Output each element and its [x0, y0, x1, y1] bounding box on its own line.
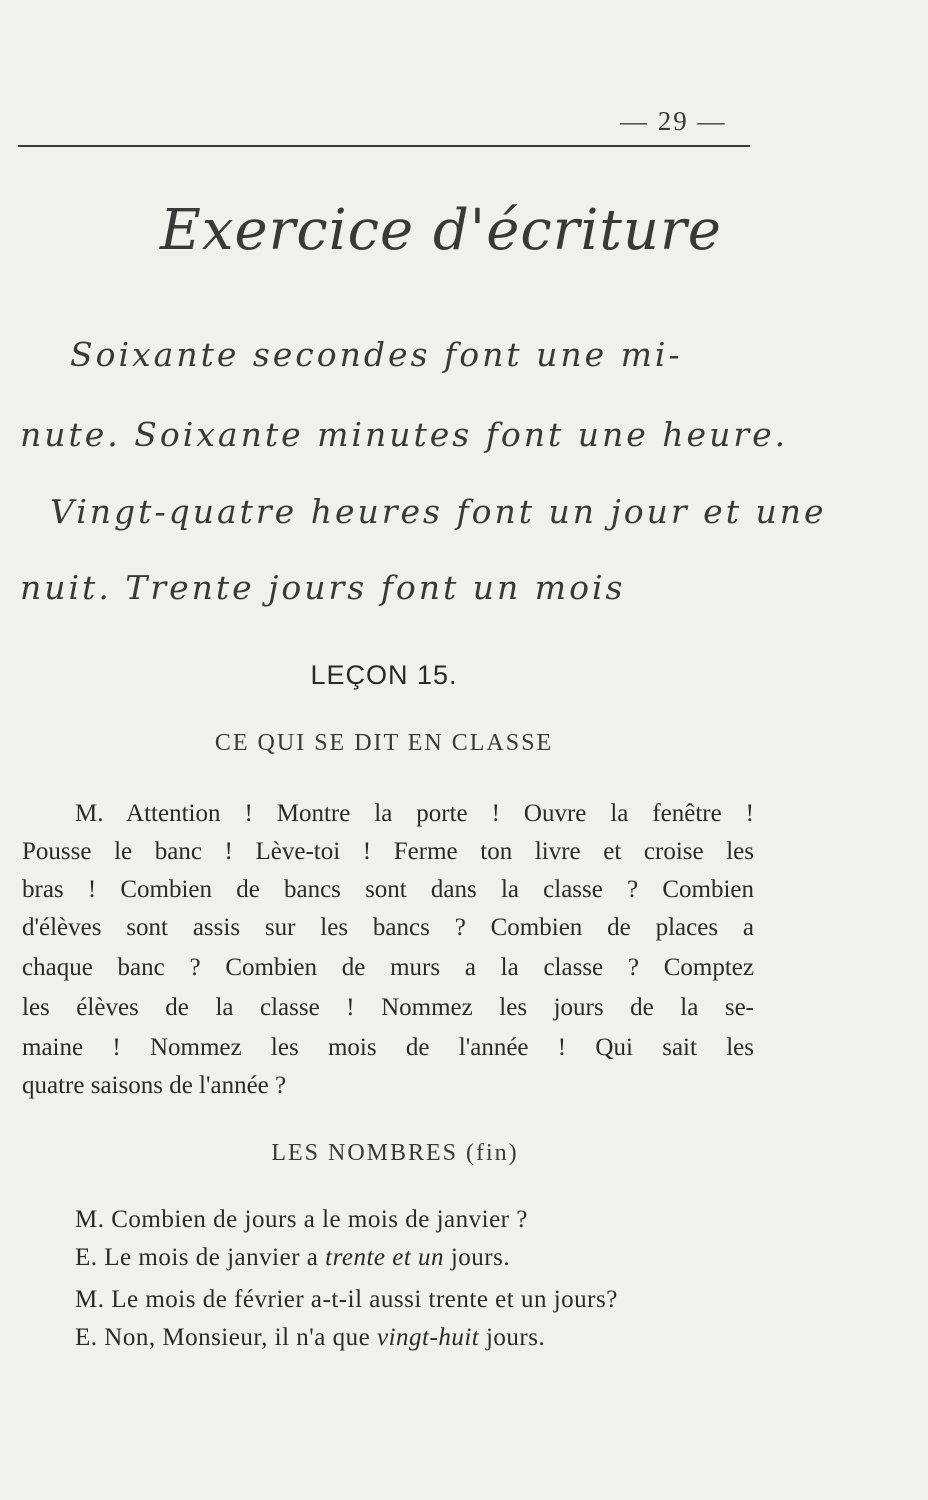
paragraph-line: maine ! Nommez les mois de l'année ! Qui sait les [22, 1034, 754, 1061]
paragraph-line: chaque banc ? Combien de murs a la classe ? Comptez [22, 954, 754, 981]
paragraph-line: quatre saisons de l'année ? [22, 1072, 287, 1099]
dialogue-text: Le mois de février a-t-il aussi trente et un jours? [111, 1286, 618, 1313]
page-number: — 29 — [620, 106, 727, 136]
section-heading-numbers: LES NOMBRES (fin) [271, 1140, 519, 1166]
handwriting-title: Exercice d'écriture [160, 198, 722, 263]
handwriting-line-1: Soixante secondes font une mi- [70, 335, 683, 374]
dialogue-emphasis: vingt-huit [377, 1324, 480, 1351]
dialogue-line [75, 1200, 528, 1240]
speaker-label: M. [75, 1286, 105, 1313]
speaker-label: E. [75, 1244, 98, 1271]
dialogue-line [75, 1318, 545, 1358]
dialogue-text: Le mois de janvier a [104, 1244, 319, 1271]
dialogue-emphasis: trente et un [325, 1244, 445, 1271]
dialogue-line [75, 1238, 510, 1278]
speaker-label: E. [75, 1324, 98, 1351]
speaker-label: M. [75, 1206, 105, 1233]
handwriting-line-4: nuit. Trente jours font un mois [20, 568, 626, 607]
dialogue-text-after: jours. [485, 1324, 546, 1351]
section-heading-classroom: CE QUI SE DIT EN CLASSE [214, 730, 554, 756]
lesson-title: LEÇON 15. [310, 660, 458, 690]
dialogue-text: Combien de jours a le mois de janvier ? [111, 1206, 528, 1233]
dialogue-text: Non, Monsieur, il n'a que [104, 1324, 371, 1351]
paragraph-line: Pousse le banc ! Lève-toi ! Ferme ton livre et croise les [22, 838, 754, 865]
handwriting-line-3: Vingt-quatre heures font un jour et une [50, 492, 827, 531]
top-rule [18, 145, 750, 147]
dialogue-line [75, 1280, 618, 1320]
paragraph-line: bras ! Combien de bancs sont dans la classe ? Combien [22, 876, 754, 903]
dialogue-text-after: jours. [450, 1244, 511, 1271]
paragraph-line: M. Attention ! Montre la porte ! Ouvre la fenêtre ! [75, 800, 754, 827]
paragraph-line: d'élèves sont assis sur les bancs ? Combien de places a [22, 914, 754, 941]
handwriting-line-2: nute. Soixante minutes font une heure. [20, 415, 789, 454]
paragraph-line: les élèves de la classe ! Nommez les jours de la se- [22, 994, 754, 1021]
